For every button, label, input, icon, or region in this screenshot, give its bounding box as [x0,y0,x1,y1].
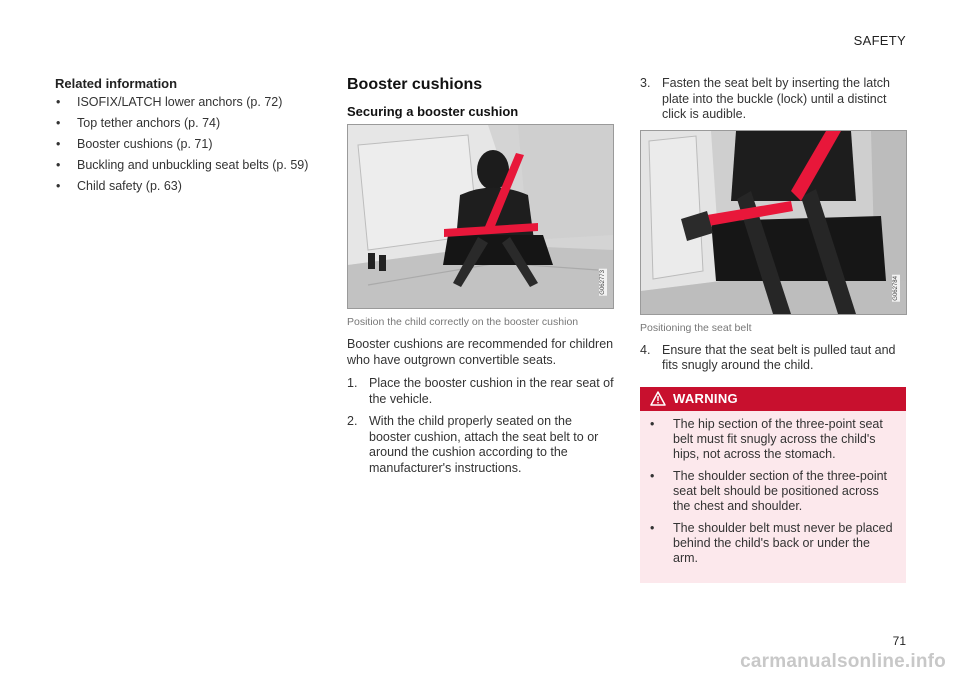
step-item: 1. Place the booster cushion in the rear seat of the vehicle. [347,376,614,406]
related-information [55,76,310,200]
section-title: Booster cushions [347,76,483,93]
bullet: • [56,179,61,193]
figure-caption: Positioning the seat belt [640,321,752,334]
bullet: • [56,116,61,130]
bullet: • [56,137,61,151]
related-link[interactable]: • Child safety (p. 63) [56,179,182,193]
steps-list [347,376,615,476]
related-link[interactable]: • Buckling and unbuckling seat belts (p. 59) [56,158,309,172]
warning-item: • The hip section of the three-point seat belt must fit snugly across the child's hips, not across the stomach. [650,416,883,461]
figure-caption: Position the child correctly on the booster cushion [347,316,579,328]
warning-list [640,411,906,583]
booster-section [347,76,615,483]
bullet: • [650,468,655,483]
related-heading: Related information [55,76,178,91]
bullet: • [56,158,61,172]
related-list [55,95,310,194]
related-link[interactable]: • Top tether anchors (p. 74) [56,116,221,130]
related-link[interactable]: • ISOFIX/LATCH lower anchors (p. 72) [56,95,283,109]
booster-section-continued [640,76,906,583]
step-item: 4. Ensure that the seat belt is pulled taut and fits snugly around the child. [640,342,896,372]
related-link[interactable]: • Booster cushions (p. 71) [56,137,213,151]
warning-triangle-icon [650,391,666,406]
warning-label: WARNING [673,391,738,406]
seat-belt-figure [640,130,907,315]
step-item: 2. With the child properly seated on the booster cushion, attach the seat belt to or around the cushion according to the manufacturer's instructions. [347,414,599,475]
step-item: 3. Fasten the seat belt by inserting the latch plate into the buckle (lock) until a distinct click is audible. [640,76,890,121]
watermark: carmanualsonline.info [740,651,946,672]
warning-item: • The shoulder belt must never be placed behind the child's back or under the arm. [650,520,893,565]
booster-cushion-figure [347,124,614,309]
steps-list [640,76,906,123]
page-number: 71 [892,634,906,648]
bullet: • [56,95,61,109]
header-title: SAFETY [853,33,906,48]
bullet: • [650,520,655,535]
figure-code: G062784 [893,275,899,301]
warning-header [640,387,906,411]
intro-paragraph: Booster cushions are recommended for children who have outgrown convertible seats. [347,337,614,367]
booster-cushion-illustration [348,125,613,308]
figure-code: G062773 [600,270,606,295]
seat-belt-illustration [641,131,906,314]
subsection-title: Securing a booster cushion [347,104,519,119]
steps-list [640,343,906,374]
warning-item: • The shoulder section of the three-point seat belt should be positioned across the chest and shoulder. [650,468,888,513]
bullet: • [650,416,655,431]
warning-box [640,387,906,583]
